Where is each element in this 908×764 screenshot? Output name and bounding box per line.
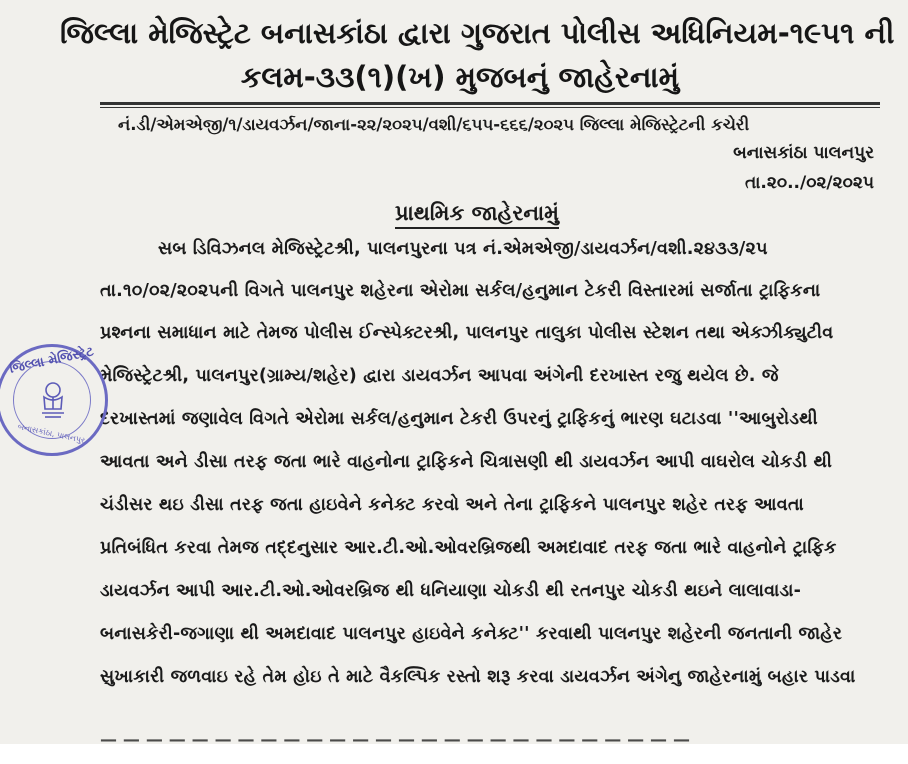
notice-date: તા.૨૦../૦૨/૨૦૨૫ bbox=[744, 173, 874, 193]
header-divider bbox=[100, 102, 880, 105]
seal-bottom-text: બનાસકાંઠા, પાલનપુર bbox=[16, 421, 86, 446]
body-line: સબ ડિવિઝનલ મેજિસ્ટ્રેટશ્રી, પાલનપુરના પત્ર નં.એમએજી/ડાયવર્ઝન/વશી.૨૪૩૩/૨૫ bbox=[158, 239, 768, 259]
body-line: ડાયવર્ઝન આપી આર.ટી.ઓ.ઓવરબ્રિજ થી ધનિયાણા ચોકડી થી રતનપુર ચોકડી થઇને લાલાવાડા- bbox=[100, 581, 802, 601]
header-divider-thin bbox=[100, 107, 880, 108]
body-line: તા.૧૦/૦૨/૨૦૨૫ની વિગતે પાલનપુર શહેરના એરોમા સર્કલ/હનુમાન ટેકરી વિસ્તારમાં સર્જાતા ટ્રાફિકના bbox=[100, 281, 821, 301]
body-line: ચંડીસર થઇ ડીસા તરફ જતા હાઇવેને કનેક્ટ કરવો અને તેના ટ્રાફિકને પાલનપુર શહેર તરફ આવતા bbox=[100, 495, 804, 515]
notice-title-line-1: જિલ્લા મેજિસ્ટ્રેટ બનાસકાંઠા દ્વારા ગુજરાત પોલીસ અધિનિયમ-૧૯૫૧ ની bbox=[60, 16, 895, 50]
notice-title-line-2: કલમ-૩૩(૧)(ખ) મુજબનું જાહેરનામું bbox=[240, 60, 680, 94]
body-line: આવતા અને ડીસા તરફ જતા ભારે વાહનોના ટ્રાફિકને ચિત્રાસણી થી ડાયવર્ઝન આપી વાઘરોલ ચોકડી થી bbox=[100, 452, 833, 472]
cut-off-text-line: — — — — — — — — — — — — — — — — — — — — — — — — — — bbox=[100, 730, 690, 744]
body-line: પ્રશ્નના સમાધાન માટે તેમજ પોલીસ ઈન્સ્પેક્ટરશ્રી, પાલનપુર તાલુકા પોલીસ સ્ટેશન તથા એક્ઝીક્યુટીવ bbox=[100, 323, 834, 343]
body-line: સુખાકારી જળવાઇ રહે તેમ હોઇ તે માટે વૈકલ્પિક રસ્તો શરૂ કરવા ડાયવર્ઝન અંગેનુ જાહેરનામું બહાર પાડવા bbox=[100, 667, 856, 687]
office-place: બનાસકાંઠા પાલનપુર bbox=[733, 143, 874, 163]
bottom-margin bbox=[0, 744, 908, 764]
notice-heading: પ્રાથમિક જાહેરનામું bbox=[395, 201, 559, 229]
body-line: પ્રતિબંધિત કરવા તેમજ તદ્દનુસાર આર.ટી.ઓ.ઓવરબ્રિજથી અમદાવાદ તરફ જતા ભારે વાહનોને ટ્રાફિક bbox=[100, 538, 837, 558]
state-emblem-icon bbox=[39, 381, 67, 419]
seal-top-text: જિલ્લા મેજિસ્ટ્રેટ bbox=[8, 344, 96, 377]
body-line: દરખાસ્તમાં જણાવેલ વિગતે એરોમા સર્કલ/હનુમાન ટેકરી ઉપરનું ટ્રાફિકનું ભારણ ઘટાડવા ''આબુરોડથી bbox=[100, 409, 818, 429]
body-line: મેજિસ્ટ્રેટશ્રી, પાલનપુર(ગ્રામ્ય/શહેર) દ્વારા ડાયવર્ઝન આપવા અંગેની દરખાસ્ત રજુ થયેલ છે. જે bbox=[100, 366, 779, 386]
body-line: બનાસકેરી-જગાણા થી અમદાવાદ પાલનપુર હાઇવેને કનેક્ટ'' કરવાથી પાલનપુર શહેરની જનતાની જાહેર bbox=[100, 624, 843, 644]
reference-number: નં.ડી/એમએજી/૧/ડાયવર્ઝન/જાના-૨૨/૨૦૨૫/વશી/૬૫૫-૬૬૬/૨૦૨૫ જિલ્લા મેજિસ્ટ્રેટની કચેરી bbox=[118, 115, 750, 134]
official-seal-stamp bbox=[0, 344, 108, 456]
